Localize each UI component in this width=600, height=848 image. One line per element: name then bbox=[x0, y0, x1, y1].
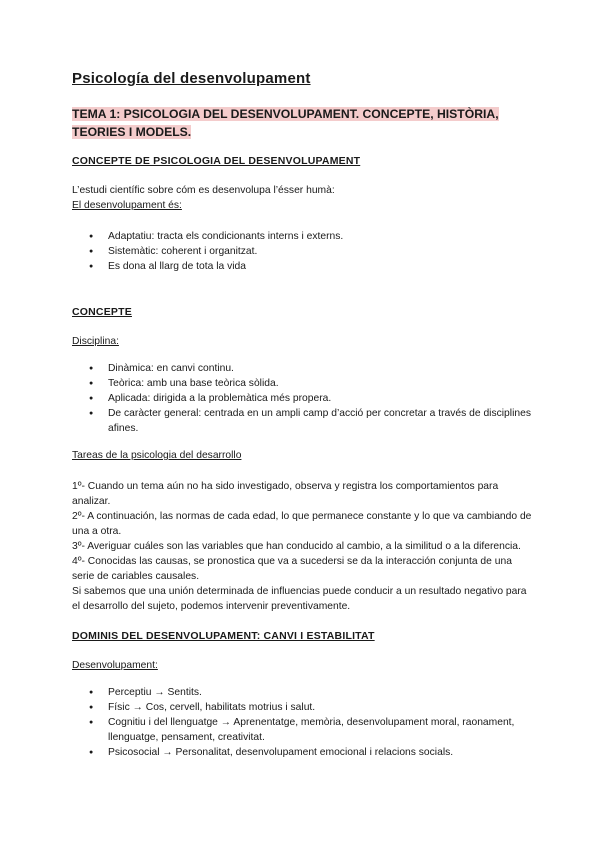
tareas-heading: Tareas de la psicologia del desarrollo bbox=[72, 450, 242, 461]
list-item: ● Dinàmica: en canvi continu. bbox=[72, 361, 532, 376]
list-item: ● Sistemàtic: coherent i organitzat. bbox=[72, 244, 532, 259]
tarea-1: 1º- Cuando un tema aún no ha sido investigado, observa y registra los comportamientos para analizar. bbox=[72, 481, 499, 507]
tema-heading bbox=[72, 105, 532, 141]
section-heading-dominis: DOMINIS DEL DESENVOLUPAMENT: CANVI I ESTABILITAT bbox=[72, 630, 375, 642]
tarea-4: 4º- Conocidas las causas, se pronostica que va a sucedersi se da la interacción conjunta de una serie de cariables causales. bbox=[72, 556, 512, 582]
tarea-conclusion: Si sabemos que una unión determinada de influencias puede conducir a un resultado negativo para el desarrollo del sujeto, podemos intervenir preventivamente. bbox=[72, 586, 527, 612]
list-item: ● Perceptiu → Sentits. bbox=[72, 685, 532, 700]
list-item: ● Cognitiu i del llenguatge → Aprenentatge, memòria, desenvolupament moral, raonament, llenguatge, pensament, creativitat. bbox=[72, 715, 532, 745]
list-item: ● Aplicada: dirigida a la problemàtica més propera. bbox=[72, 391, 532, 406]
section3-list bbox=[72, 685, 532, 760]
list-item: ● Psicosocial → Personalitat, desenvolupament emocional i relacions socials. bbox=[72, 745, 532, 760]
tarea-2: 2º- A continuación, las normas de cada edad, lo que permanece constante y lo que va cambiando de una a otra. bbox=[72, 511, 532, 537]
tema-line-1: TEMA 1: PSICOLOGIA DEL DESENVOLUPAMENT. CONCEPTE, HISTÒRIA, bbox=[72, 107, 499, 121]
section1-intro: L’estudi científic sobre cóm es desenvolupa l’ésser humà: bbox=[72, 185, 335, 196]
list-item: ● Teòrica: amb una base teòrica sòlida. bbox=[72, 376, 532, 391]
section1-list bbox=[72, 229, 532, 274]
section3-subheading: Desenvolupament: bbox=[72, 660, 158, 671]
tarea-3: 3º- Averiguar cuáles son las variables que han conducido al cambio, a la similitud o a la diferencia. bbox=[72, 541, 521, 552]
list-item: ● Físic → Cos, cervell, habilitats motrius i salut. bbox=[72, 700, 532, 715]
section1-subheading: El desenvolupament és: bbox=[72, 200, 182, 211]
section2-subheading: Disciplina: bbox=[72, 336, 119, 347]
list-item: ● Es dona al llarg de tota la vida bbox=[72, 259, 532, 274]
document-page bbox=[72, 70, 532, 760]
section2-list bbox=[72, 361, 532, 436]
section-heading-concepte-psicologia: CONCEPTE DE PSICOLOGIA DEL DESENVOLUPAMENT bbox=[72, 155, 361, 167]
tema-line-2: TEORIES I MODELS. bbox=[72, 125, 192, 139]
section-heading-concepte: CONCEPTE bbox=[72, 306, 132, 318]
document-title: Psicología del desenvolupament bbox=[72, 70, 311, 87]
list-item: ● De caràcter general: centrada en un ampli camp d’acció per concretar a través de disciplines afines. bbox=[72, 406, 532, 436]
list-item: ● Adaptatiu: tracta els condicionants interns i externs. bbox=[72, 229, 532, 244]
